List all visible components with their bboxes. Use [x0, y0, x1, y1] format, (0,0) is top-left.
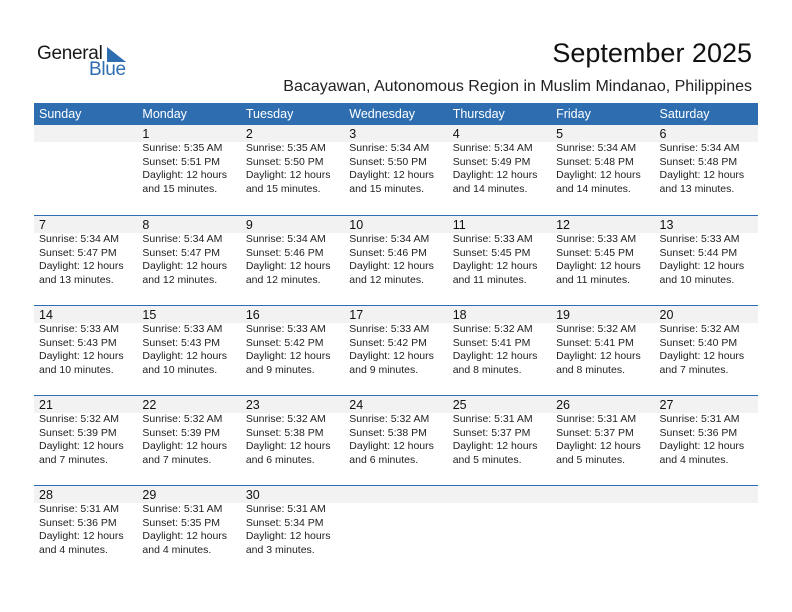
- daylight-minutes-text: and 8 minutes.: [452, 363, 522, 376]
- weekday-wednesday: Wednesday: [349, 107, 416, 121]
- daylight-minutes-text: and 10 minutes.: [142, 363, 218, 376]
- day-cell: [344, 216, 447, 305]
- sunset-text: Sunset: 5:48 PM: [659, 155, 738, 168]
- daylight-minutes-text: and 11 minutes.: [556, 273, 631, 286]
- daylight-text: Daylight: 12 hours: [142, 350, 228, 362]
- daylight-minutes-text: and 4 minutes.: [39, 543, 108, 556]
- day-number: 20: [659, 308, 674, 322]
- day-number: 10: [349, 218, 364, 232]
- weekday-tuesday: Tuesday: [245, 107, 294, 121]
- daylight-minutes-text: and 3 minutes.: [245, 543, 315, 556]
- sunrise-text: Sunrise: 5:34 AM: [245, 233, 326, 245]
- daylight-text: Daylight: 12 hours: [245, 440, 331, 452]
- generalblue-logo: [37, 43, 137, 83]
- weekday-friday: Friday: [556, 107, 591, 121]
- day-number: 21: [39, 398, 53, 412]
- sunset-text: Sunset: 5:42 PM: [245, 336, 324, 349]
- day-cell: [551, 396, 654, 485]
- calendar-grid: [34, 103, 758, 575]
- day-cell: [137, 216, 240, 305]
- day-number: 27: [659, 398, 674, 412]
- sunset-text: Sunset: 5:46 PM: [349, 246, 427, 259]
- week-row: [34, 215, 758, 305]
- weekday-monday: Monday: [142, 107, 187, 121]
- daylight-minutes-text: and 7 minutes.: [39, 453, 108, 466]
- sunset-text: Sunset: 5:47 PM: [142, 246, 221, 259]
- daylight-text: Daylight: 12 hours: [39, 350, 124, 362]
- daylight-text: Daylight: 12 hours: [452, 169, 538, 181]
- day-number: 29: [142, 488, 157, 502]
- weeks-container: [34, 125, 758, 575]
- sunset-text: Sunset: 5:41 PM: [556, 336, 634, 349]
- sunrise-text: Sunrise: 5:32 AM: [245, 413, 326, 425]
- sunrise-text: Sunrise: 5:33 AM: [245, 323, 326, 335]
- daylight-text: Daylight: 12 hours: [349, 169, 434, 181]
- sunrise-text: Sunrise: 5:33 AM: [142, 323, 223, 335]
- daylight-minutes-text: and 12 minutes.: [142, 273, 218, 286]
- day-number: 3: [349, 127, 357, 141]
- sunset-text: Sunset: 5:34 PM: [245, 516, 324, 529]
- day-cell: [551, 216, 654, 305]
- daylight-minutes-text: and 7 minutes.: [142, 453, 212, 466]
- day-cell: [241, 216, 344, 305]
- day-number: 6: [659, 127, 667, 141]
- daylight-minutes-text: and 14 minutes.: [452, 182, 528, 195]
- day-cell: [34, 216, 137, 305]
- day-number: 2: [245, 127, 253, 141]
- day-cell: [655, 396, 758, 485]
- sunrise-text: Sunrise: 5:31 AM: [659, 413, 740, 425]
- day-cell: [241, 306, 344, 395]
- day-cell: [655, 486, 758, 575]
- sunrise-text: Sunrise: 5:32 AM: [349, 413, 430, 425]
- day-number: 17: [349, 308, 364, 322]
- day-cell: [655, 125, 758, 215]
- day-number: [453, 486, 551, 503]
- daylight-text: Daylight: 12 hours: [39, 260, 124, 272]
- day-number: 26: [556, 398, 571, 412]
- day-number: 22: [142, 398, 157, 412]
- day-cell: [34, 396, 137, 485]
- daylight-minutes-text: and 15 minutes.: [349, 182, 424, 195]
- day-number: 4: [452, 127, 460, 141]
- daylight-text: Daylight: 12 hours: [556, 440, 641, 452]
- sunrise-text: Sunrise: 5:34 AM: [142, 233, 223, 245]
- daylight-minutes-text: and 9 minutes.: [349, 363, 419, 376]
- day-cell: [551, 125, 654, 215]
- daylight-text: Daylight: 12 hours: [349, 350, 434, 362]
- sunrise-text: Sunrise: 5:33 AM: [556, 233, 637, 245]
- daylight-text: Daylight: 12 hours: [452, 350, 538, 362]
- day-number: 25: [452, 398, 467, 412]
- sunset-text: Sunset: 5:39 PM: [142, 426, 221, 439]
- daylight-text: Daylight: 12 hours: [556, 260, 641, 272]
- daylight-minutes-text: and 10 minutes.: [659, 273, 735, 286]
- sunrise-text: Sunrise: 5:34 AM: [556, 142, 637, 154]
- day-number: 5: [556, 127, 564, 141]
- daylight-text: Daylight: 12 hours: [142, 530, 228, 542]
- daylight-minutes-text: and 12 minutes.: [245, 273, 321, 286]
- day-number: 23: [245, 398, 260, 412]
- sunrise-text: Sunrise: 5:34 AM: [39, 233, 119, 245]
- daylight-minutes-text: and 10 minutes.: [39, 363, 114, 376]
- sunset-text: Sunset: 5:48 PM: [556, 155, 634, 168]
- daylight-minutes-text: and 4 minutes.: [659, 453, 729, 466]
- sunset-text: Sunset: 5:45 PM: [556, 246, 634, 259]
- sunset-text: Sunset: 5:44 PM: [659, 246, 738, 259]
- day-cell: [137, 396, 240, 485]
- daylight-minutes-text: and 13 minutes.: [659, 182, 735, 195]
- sunrise-text: Sunrise: 5:32 AM: [659, 323, 740, 335]
- sunrise-text: Sunrise: 5:34 AM: [659, 142, 740, 154]
- daylight-text: Daylight: 12 hours: [142, 440, 228, 452]
- sunrise-text: Sunrise: 5:33 AM: [659, 233, 740, 245]
- day-cell: [137, 125, 240, 215]
- logo-text-blue: Blue: [89, 59, 126, 80]
- sunset-text: Sunset: 5:38 PM: [349, 426, 427, 439]
- sunset-text: Sunset: 5:37 PM: [556, 426, 634, 439]
- sunrise-text: Sunrise: 5:34 AM: [452, 142, 533, 154]
- sunset-text: Sunset: 5:47 PM: [39, 246, 117, 259]
- daylight-text: Daylight: 12 hours: [452, 440, 538, 452]
- day-number: [660, 486, 758, 503]
- day-number: [349, 486, 447, 503]
- day-cell: [344, 396, 447, 485]
- day-cell: [137, 486, 240, 575]
- daylight-minutes-text: and 7 minutes.: [659, 363, 729, 376]
- daylight-text: Daylight: 12 hours: [659, 350, 745, 362]
- sunset-text: Sunset: 5:51 PM: [142, 155, 221, 168]
- daylight-minutes-text: and 8 minutes.: [556, 363, 625, 376]
- day-number: [556, 486, 654, 503]
- daylight-text: Daylight: 12 hours: [39, 440, 124, 452]
- daylight-minutes-text: and 15 minutes.: [142, 182, 218, 195]
- sunrise-text: Sunrise: 5:31 AM: [142, 503, 223, 515]
- daylight-text: Daylight: 12 hours: [452, 260, 538, 272]
- day-cell: [551, 486, 654, 575]
- daylight-minutes-text: and 15 minutes.: [245, 182, 321, 195]
- sunset-text: Sunset: 5:40 PM: [659, 336, 738, 349]
- day-cell: [344, 125, 447, 215]
- weekday-header: [34, 103, 758, 125]
- sunset-text: Sunset: 5:36 PM: [39, 516, 117, 529]
- daylight-minutes-text: and 13 minutes.: [39, 273, 114, 286]
- day-cell: [344, 306, 447, 395]
- day-cell: [241, 125, 344, 215]
- day-cell: [34, 486, 137, 575]
- sunset-text: Sunset: 5:50 PM: [245, 155, 324, 168]
- daylight-minutes-text: and 4 minutes.: [142, 543, 212, 556]
- daylight-minutes-text: and 14 minutes.: [556, 182, 631, 195]
- day-number: 13: [659, 218, 674, 232]
- daylight-minutes-text: and 5 minutes.: [452, 453, 522, 466]
- sunrise-text: Sunrise: 5:34 AM: [349, 233, 430, 245]
- sunrise-text: Sunrise: 5:32 AM: [142, 413, 223, 425]
- day-cell: [448, 216, 551, 305]
- sunset-text: Sunset: 5:36 PM: [659, 426, 738, 439]
- sunset-text: Sunset: 5:46 PM: [245, 246, 324, 259]
- day-number: 8: [142, 218, 150, 232]
- day-cell: [34, 306, 137, 395]
- daylight-text: Daylight: 12 hours: [142, 169, 228, 181]
- day-number: 14: [39, 308, 53, 322]
- week-row: [34, 485, 758, 575]
- day-cell: [655, 216, 758, 305]
- day-cell: [551, 306, 654, 395]
- sunset-text: Sunset: 5:50 PM: [349, 155, 427, 168]
- daylight-text: Daylight: 12 hours: [245, 530, 331, 542]
- day-cell: [137, 306, 240, 395]
- daylight-text: Daylight: 12 hours: [142, 260, 228, 272]
- day-cell: [655, 306, 758, 395]
- sunrise-text: Sunrise: 5:31 AM: [245, 503, 326, 515]
- day-cell: [241, 396, 344, 485]
- week-row: [34, 125, 758, 215]
- daylight-text: Daylight: 12 hours: [39, 530, 124, 542]
- day-cell: [34, 125, 137, 215]
- day-number: [39, 125, 137, 142]
- location-subtitle: Bacayawan, Autonomous Region in Muslim Mindanao, Philippines: [283, 78, 752, 95]
- sunrise-text: Sunrise: 5:31 AM: [452, 413, 533, 425]
- day-cell: [344, 486, 447, 575]
- day-number: 1: [142, 127, 150, 141]
- sunrise-text: Sunrise: 5:31 AM: [39, 503, 119, 515]
- sunset-text: Sunset: 5:49 PM: [452, 155, 531, 168]
- daylight-text: Daylight: 12 hours: [349, 260, 434, 272]
- weekday-sunday: Sunday: [39, 107, 82, 121]
- daylight-text: Daylight: 12 hours: [659, 260, 745, 272]
- daylight-text: Daylight: 12 hours: [245, 260, 331, 272]
- day-number: 28: [39, 488, 53, 502]
- day-cell: [448, 396, 551, 485]
- sunrise-text: Sunrise: 5:33 AM: [349, 323, 430, 335]
- daylight-text: Daylight: 12 hours: [659, 440, 745, 452]
- day-number: 11: [452, 218, 466, 232]
- weekday-thursday: Thursday: [452, 107, 505, 121]
- day-cell: [448, 125, 551, 215]
- daylight-minutes-text: and 6 minutes.: [349, 453, 419, 466]
- logo-text-general: General: [37, 43, 103, 64]
- sunrise-text: Sunrise: 5:35 AM: [245, 142, 326, 154]
- sunrise-text: Sunrise: 5:32 AM: [39, 413, 119, 425]
- weekday-saturday: Saturday: [659, 107, 710, 121]
- day-number: 24: [349, 398, 364, 412]
- sunset-text: Sunset: 5:43 PM: [142, 336, 221, 349]
- daylight-text: Daylight: 12 hours: [556, 169, 641, 181]
- daylight-minutes-text: and 9 minutes.: [245, 363, 315, 376]
- day-number: 12: [556, 218, 571, 232]
- sunset-text: Sunset: 5:42 PM: [349, 336, 427, 349]
- day-number: 15: [142, 308, 157, 322]
- day-number: 9: [245, 218, 253, 232]
- day-number: 16: [245, 308, 260, 322]
- day-cell: [448, 306, 551, 395]
- sunrise-text: Sunrise: 5:33 AM: [39, 323, 119, 335]
- sunrise-text: Sunrise: 5:35 AM: [142, 142, 223, 154]
- sunrise-text: Sunrise: 5:34 AM: [349, 142, 430, 154]
- week-row: [34, 305, 758, 395]
- daylight-minutes-text: and 6 minutes.: [245, 453, 315, 466]
- page-title: September 2025: [552, 38, 752, 68]
- sunset-text: Sunset: 5:41 PM: [452, 336, 531, 349]
- day-cell: [448, 486, 551, 575]
- sunset-text: Sunset: 5:39 PM: [39, 426, 117, 439]
- sunrise-text: Sunrise: 5:33 AM: [452, 233, 533, 245]
- daylight-minutes-text: and 5 minutes.: [556, 453, 625, 466]
- daylight-text: Daylight: 12 hours: [556, 350, 641, 362]
- daylight-text: Daylight: 12 hours: [245, 350, 331, 362]
- day-number: 30: [245, 488, 260, 502]
- sunset-text: Sunset: 5:37 PM: [452, 426, 531, 439]
- day-cell: [241, 486, 344, 575]
- sunset-text: Sunset: 5:45 PM: [452, 246, 531, 259]
- sunrise-text: Sunrise: 5:32 AM: [556, 323, 637, 335]
- sunrise-text: Sunrise: 5:31 AM: [556, 413, 637, 425]
- sunset-text: Sunset: 5:38 PM: [245, 426, 324, 439]
- sunrise-text: Sunrise: 5:32 AM: [452, 323, 533, 335]
- daylight-minutes-text: and 12 minutes.: [349, 273, 424, 286]
- daylight-text: Daylight: 12 hours: [349, 440, 434, 452]
- day-number: 19: [556, 308, 571, 322]
- daylight-text: Daylight: 12 hours: [245, 169, 331, 181]
- week-row: [34, 395, 758, 485]
- daylight-minutes-text: and 11 minutes.: [452, 273, 527, 286]
- day-number: 18: [452, 308, 467, 322]
- daylight-text: Daylight: 12 hours: [659, 169, 745, 181]
- sunset-text: Sunset: 5:35 PM: [142, 516, 221, 529]
- day-number: 7: [39, 218, 46, 232]
- sunset-text: Sunset: 5:43 PM: [39, 336, 117, 349]
